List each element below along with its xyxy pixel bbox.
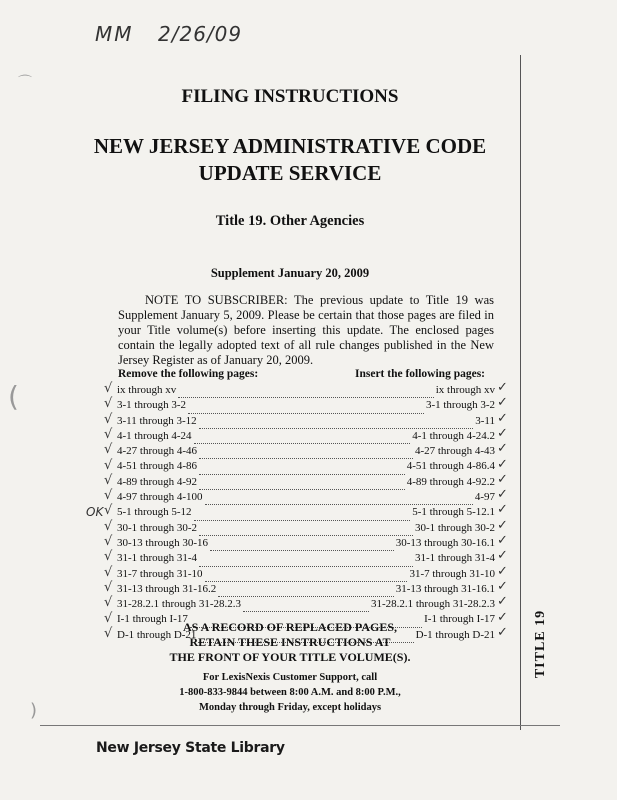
leader-dots	[218, 585, 393, 597]
remove-pages: 4-89 through 4-92	[117, 475, 198, 488]
remove-pages: 3-11 through 3-12	[117, 414, 197, 427]
handwritten-check-icon: ✓	[497, 380, 508, 395]
insert-pages: 31-13 through 31-16.1	[395, 582, 495, 595]
handwritten-check-icon: ✓	[497, 548, 508, 564]
scan-artifact-mark: ⌒	[18, 75, 32, 91]
handwritten-check-icon: ✓	[497, 578, 508, 594]
page-list-row	[117, 459, 495, 474]
leader-dots	[243, 600, 369, 612]
supplement-date: Supplement January 20, 2009	[210, 266, 370, 280]
code-title	[70, 133, 510, 187]
handwritten-margin-mark: OK	[86, 505, 104, 519]
insert-pages: 31-28.2.1 through 31-28.2.3	[370, 598, 495, 611]
handwritten-check-icon: ✓	[497, 441, 508, 457]
handwritten-check-icon: √	[104, 426, 113, 442]
handwritten-check-icon: ✓	[497, 487, 508, 503]
page-title: FILING INSTRUCTIONS	[181, 86, 399, 107]
code-title-line: NEW JERSEY ADMINISTRATIVE CODE	[93, 134, 487, 158]
page-list-row	[117, 536, 495, 551]
handwritten-check-icon: ✓	[497, 456, 508, 472]
insert-pages: ix through xv	[435, 384, 495, 396]
handwritten-check-icon: √	[104, 579, 113, 595]
page-list-row	[117, 383, 495, 398]
remove-pages: 30-13 through 30-16	[117, 536, 209, 549]
leader-dots	[199, 463, 405, 475]
record-line: THE FRONT OF YOUR TITLE VOLUME(S).	[169, 650, 411, 664]
handwritten-check-icon: ✓	[497, 624, 508, 640]
handwritten-check-icon: √	[104, 488, 113, 504]
leader-dots	[210, 539, 394, 551]
support-line: Monday through Friday, except holidays	[198, 702, 382, 713]
remove-pages: 4-51 through 4-86	[117, 460, 198, 473]
page-list-row	[117, 475, 495, 490]
insert-pages: 4-97	[474, 491, 495, 504]
insert-pages: I-1 through I-17	[424, 613, 495, 626]
handwritten-date: 2/26/09	[158, 22, 243, 46]
leader-dots	[194, 432, 411, 444]
page-list-row	[117, 551, 495, 566]
insert-pages: 4-51 through 4-86.4	[406, 460, 495, 473]
handwritten-initials: MM	[95, 22, 134, 46]
title-subheading: Title 19. Other Agencies	[215, 213, 365, 229]
page-list-row	[117, 414, 495, 429]
remove-pages: I-1 through I-17	[117, 613, 188, 626]
insert-pages: 5-1 through 5-12.1	[412, 506, 495, 519]
handwritten-check-icon: √	[104, 625, 113, 641]
side-tab-text: TITLE 19	[533, 609, 548, 679]
leader-dots	[205, 570, 408, 582]
page-list-row	[117, 490, 495, 505]
record-line: AS A RECORD OF REPLACED PAGES,	[182, 620, 398, 634]
page-list-row	[117, 444, 495, 459]
handwritten-check-icon: ✓	[497, 502, 508, 518]
remove-pages: D-1 through D-21	[117, 628, 197, 641]
record-instructions	[70, 620, 510, 665]
code-title-line: UPDATE SERVICE	[198, 161, 382, 185]
remove-pages: 31-13 through 31-16.2	[117, 582, 217, 595]
handwritten-check-icon: ✓	[497, 563, 508, 579]
remove-pages: 3-1 through 3-2	[117, 399, 187, 412]
handwritten-check-icon: ✓	[497, 425, 508, 441]
page-list-row	[117, 582, 495, 597]
handwritten-check-icon: √	[104, 381, 113, 396]
handwritten-check-icon: √	[104, 411, 113, 427]
handwritten-check-icon: √	[104, 564, 113, 580]
bottom-rule	[40, 725, 560, 726]
handwritten-check-icon: ✓	[497, 594, 508, 610]
remove-pages: 31-1 through 31-4	[117, 552, 198, 565]
handwritten-check-icon: √	[104, 534, 113, 549]
insert-pages: 31-7 through 31-10	[409, 567, 495, 580]
handwritten-check-icon: √	[104, 472, 113, 488]
handwritten-check-icon: ✓	[497, 533, 508, 548]
leader-dots	[199, 417, 474, 429]
leader-dots	[194, 509, 411, 521]
handwritten-check-icon: √	[104, 457, 113, 473]
remove-pages: 30-1 through 30-2	[117, 521, 198, 534]
support-line: For LexisNexis Customer Support, call	[202, 672, 378, 683]
support-line: 1-800-833-9844 between 8:00 A.M. and 8:00 P.M.,	[179, 687, 401, 698]
page-list	[117, 383, 495, 643]
insert-pages: 3-1 through 3-2	[425, 399, 495, 412]
remove-pages: 31-28.2.1 through 31-28.2.3	[117, 598, 242, 611]
handwritten-check-icon: √	[104, 610, 113, 626]
handwritten-check-icon: √	[104, 518, 113, 534]
insert-pages: 3-11	[475, 414, 495, 427]
page-list-row	[117, 567, 495, 582]
insert-pages: 4-27 through 4-43	[414, 445, 495, 458]
handwritten-check-icon: √	[104, 549, 113, 565]
leader-dots	[188, 402, 424, 414]
handwritten-check-icon: ✓	[497, 517, 508, 533]
leader-dots	[178, 386, 433, 398]
leader-dots	[199, 447, 413, 459]
scan-artifact-mark: )	[30, 700, 38, 721]
insert-pages: 30-13 through 30-16.1	[395, 536, 495, 549]
insert-pages: 4-89 through 4-92.2	[406, 475, 495, 488]
handwritten-check-icon: √	[104, 396, 113, 412]
insert-pages: 31-1 through 31-4	[414, 552, 495, 565]
remove-pages: 31-7 through 31-10	[117, 567, 203, 580]
page-list-row	[117, 398, 495, 413]
library-stamp: New Jersey State Library	[96, 740, 285, 756]
leader-dots	[199, 478, 405, 490]
scan-artifact-mark: (	[8, 380, 19, 413]
side-tab-label	[528, 609, 554, 679]
page-list-row	[117, 429, 495, 444]
handwritten-check-icon: √	[104, 595, 113, 611]
page-list-row	[117, 521, 495, 536]
insert-pages: 30-1 through 30-2	[414, 521, 495, 534]
handwritten-check-icon: √	[104, 503, 113, 519]
remove-pages: 4-97 through 4-100	[117, 491, 203, 504]
handwritten-check-icon: ✓	[497, 609, 508, 625]
insert-pages: D-1 through D-21	[415, 628, 495, 641]
handwritten-check-icon: √	[104, 442, 113, 458]
remove-pages: 5-1 through 5-12	[117, 506, 192, 519]
handwritten-check-icon: ✓	[497, 471, 508, 487]
margin-rule	[520, 55, 521, 730]
customer-support-info	[70, 670, 510, 715]
handwritten-check-icon: ✓	[497, 395, 508, 411]
subscriber-note: NOTE TO SUBSCRIBER: The previous update to Title 19 was Supplement January 5, 2009. Please be certain that those pages are filed in your Title volume(s) before inserting this update. The enclosed pages contain the legally adopted text of all rule changes published in the New Jersey Register as of January 20, 2009.	[118, 293, 494, 367]
leader-dots	[205, 493, 473, 505]
remove-pages: ix through xv	[117, 384, 177, 396]
remove-pages: 4-27 through 4-46	[117, 445, 198, 458]
handwritten-check-icon: ✓	[497, 410, 508, 426]
leader-dots	[199, 555, 413, 567]
insert-column-header: Insert the following pages:	[355, 368, 486, 380]
page-list-row	[117, 505, 495, 520]
remove-column-header: Remove the following pages:	[118, 368, 259, 380]
remove-pages: 4-1 through 4-24	[117, 429, 192, 442]
leader-dots	[199, 524, 413, 536]
record-line: RETAIN THESE INSTRUCTIONS AT	[189, 635, 391, 649]
page-list-row	[117, 597, 495, 612]
insert-pages: 4-1 through 4-24.2	[412, 429, 495, 442]
